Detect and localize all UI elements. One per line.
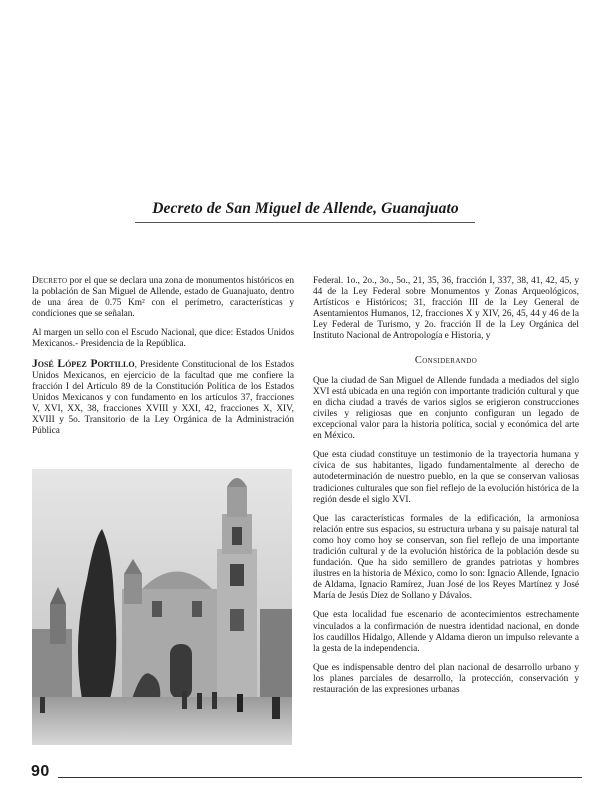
considerando-paragraph-1: Que la ciudad de San Miguel de Allende fundada a mediados del siglo XVI está ubicada en una región con importante tradición cultural y que en dicha ciudad a través de varios siglos se erigieron construcciones civiles y religiosas que en conjunto configuran un legado de excepcional valor para la historia política, social y económica del arte en México. xyxy=(313,375,579,442)
footer-rule xyxy=(58,777,582,778)
president-text: , Presidente Constitucional de los Estados Unidos Mexicanos, en ejercicio de la facultad que me confiere la fracción I del Artículo 89 de la Constitución Política de los Estados Unidos Mexicanos y con fundamento en los artículos 37, fracciones V, XVI, XX, 38, fracciones XVIII y XXI, 42, fracciones X, XIV, XVIII y 5o. Transitorio de la Ley Orgánica de la Administración Pública xyxy=(32,359,294,437)
page-title: Decreto de San Miguel de Allende, Guanajuato xyxy=(152,200,459,217)
president-paragraph xyxy=(32,359,294,438)
intro-lead: Decreto xyxy=(32,276,68,286)
president-name: José López Portillo xyxy=(32,357,135,370)
page-number: 90 xyxy=(31,763,50,780)
left-column xyxy=(32,276,294,445)
legal-basis-paragraph: Federal. 1o., 2o., 3o., 5o., 21, 35, 36, fracción I, 337, 38, 41, 42, 45, y 44 de la Ley Federal sobre Monumentos y Zonas Arqueológicos, Artísticos e Históricos; 31, fracción III de la Ley General de Asentamientos Humanos, 12, fracciones X y XIV, 26, 45, 44 y 46 de la Ley Federal de Turismo, y 2o. fracción II de la Ley Orgánica del Instituto Nacional de Antropología e Historia, y xyxy=(313,276,579,342)
considerando-paragraph-2: Que esta ciudad constituye un testimonio de la trayectoria humana y cívica de sus habitantes, ligado fundamentalmente al derecho de autodeterminación de nuestro pueblo, en la que se conservan valiosas tradiciones culturales que son fiel reflejo de la evolución histórica de la región desde el siglo XVI. xyxy=(313,450,579,505)
considerando-paragraph-5: Que es indispensable dentro del plan nacional de desarrollo urbano y los planes parciales de desarrollo, la protección, conservación y restauración de las expresiones urbanas xyxy=(313,662,579,695)
right-column xyxy=(313,276,579,704)
considerando-heading: Considerando xyxy=(414,354,478,366)
title-underline xyxy=(135,222,475,223)
seal-paragraph: Al margen un sello con el Escudo Nacional, que dice: Estados Unidos Mexicanos.- Presidencia de la República. xyxy=(32,328,294,350)
considerando-paragraph-4: Que esta localidad fue escenario de acontecimientos estrechamente vinculados a la confirmación de nuestra identidad nacional, en donde los caudillos Hidalgo, Allende y Aldama dieron un impulso relevante a la gesta de la independencia. xyxy=(313,610,579,654)
intro-paragraph xyxy=(32,276,294,320)
intro-text: por el que se declara una zona de monumentos históricos en la población de San Miguel de Allende, estado de Guanajuato, dentro de una área de 0.75 Km² con el perímetro, características y condiciones que se señalan. xyxy=(32,276,294,320)
church-photograph xyxy=(32,469,292,745)
considerando-paragraph-3: Que las características formales de la edificación, la armoniosa relación entre sus espacios, su estructura urbana y su paisaje natural tal como hoy como hoy se conservan, son fiel reflejo de una importante tradición cultural y de la evolución histórica de la población desde su fundación. Que ha sido semillero de grandes patriotas y hombres ilustres en la historia de México, como lo son: Ignacio Allende, Ignacio de Aldama, Ignacio Ramírez, Juan José de los Reyes Martínez y José María de Jesús Díez de Sollano y Dávalos. xyxy=(313,513,579,602)
